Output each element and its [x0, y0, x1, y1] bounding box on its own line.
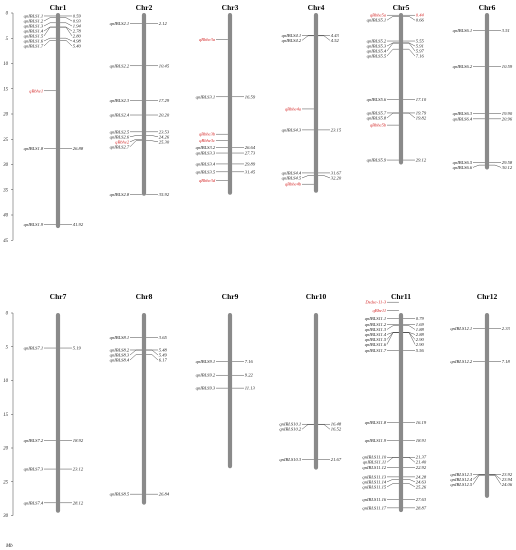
qtl-label: qBbhe3b: [198, 131, 216, 137]
gene-label: qnIBLS5.5: [366, 53, 387, 59]
gene-connector: [387, 457, 399, 462]
gene-label: qnIBLS11.3: [364, 326, 387, 332]
chromosome-bar: [142, 13, 146, 196]
gene-connector: [387, 113, 399, 118]
gene-label: qnIBLS11.13: [362, 474, 387, 480]
position-connector: [318, 425, 330, 430]
qtl-label: qBbhe1: [29, 88, 44, 94]
position-connector: [146, 350, 158, 355]
gene-label: qnIBLS11.7: [364, 348, 387, 354]
gene-label: qnIBLS6.2: [452, 63, 473, 69]
gene-position-label: 21.37: [415, 454, 427, 460]
gene-position-label: 23.53: [158, 129, 170, 135]
gene-position-label: 23.92: [501, 471, 513, 477]
chromosome-title: Chr5: [392, 3, 410, 12]
position-connector: [146, 136, 158, 137]
position-connector: [60, 40, 72, 46]
gene-position-label: 35.92: [158, 191, 170, 197]
qtl-label: qBbhe3a: [198, 36, 216, 42]
gene-connector: [44, 27, 56, 36]
gene-connector: [302, 176, 314, 178]
gene-label: qnIBLS5.2: [366, 38, 387, 44]
gene-connector: [302, 425, 314, 430]
gene-position-label: 31.45: [244, 169, 256, 175]
gene-position-label: 0.44: [415, 12, 424, 18]
gene-label: qnIBLS9.2: [195, 372, 216, 378]
gene-position-label: 23.15: [330, 127, 342, 133]
chromosome-bar: [142, 313, 146, 505]
gene-position-label: 0.93: [72, 18, 81, 24]
chromosome-chr11: [362, 292, 426, 512]
gene-position-label: 2.33: [501, 326, 510, 332]
gene-label: qnIBLS5.9: [366, 157, 387, 163]
gene-position-label: 24.06: [501, 481, 513, 487]
gene-position-label: 20.96: [501, 116, 513, 122]
axis-tick-label: 25: [3, 137, 8, 143]
position-connector: [403, 326, 415, 330]
gene-label: qnIBLS6.3: [452, 110, 473, 116]
gene-position-label: 5.55: [415, 38, 424, 44]
chromosome-bar: [314, 13, 318, 193]
gene-position-label: 10.59: [501, 63, 513, 69]
gene-label: qnIBLS10.1: [279, 421, 302, 427]
gene-position-label: 7.16: [244, 358, 253, 364]
chromosome-bar: [228, 13, 232, 195]
gene-connector: [130, 355, 142, 360]
axis-tick-label: 0: [5, 311, 8, 317]
gene-label: qnIBLS7.2: [23, 438, 44, 444]
gene-connector: [130, 139, 142, 142]
gene-label: qnIBLS3.4: [195, 161, 216, 167]
gene-position-label: 2.78: [72, 28, 81, 34]
gene-label: qnIBLS1.9: [23, 222, 44, 228]
chromosome-title: Chr4: [307, 3, 325, 12]
gene-label: qnIBLS3.3: [195, 150, 216, 156]
axis-tick-label: 20: [3, 446, 8, 452]
gene-position-label: 41.92: [72, 222, 84, 228]
position-connector: [60, 23, 72, 26]
axis-tick-label: 45: [3, 238, 8, 244]
gene-label: qnIBLS10.2: [279, 426, 302, 432]
gene-position-label: 26.84: [158, 491, 170, 497]
gene-position-label: 19.79: [415, 110, 427, 116]
gene-position-label: 25.30: [158, 139, 170, 145]
gene-position-label: 29.12: [415, 157, 427, 163]
chromosome-bar: [228, 313, 232, 468]
gene-label: qnIBLS4.2: [281, 37, 302, 43]
position-connector: [60, 18, 72, 21]
gene-position-label: 31.67: [330, 170, 342, 176]
axis-tick-label: 40: [3, 213, 8, 219]
gene-label: qnIBLS12.3: [450, 471, 473, 477]
gene-connector: [44, 18, 56, 21]
gene-label: qnIBLS8.5: [109, 491, 130, 497]
gene-connector: [387, 43, 399, 51]
position-connector: [403, 484, 415, 487]
gene-label: qnIBLS4.4: [281, 170, 302, 176]
panel-top: [3, 3, 513, 244]
chromosome-bar: [314, 313, 318, 470]
gene-label: qnIBLS11.16: [362, 497, 387, 503]
position-connector: [489, 165, 501, 167]
gene-label: qnIBLS11.2: [364, 321, 387, 327]
position-connector: [403, 113, 415, 118]
gene-position-label: 19.82: [415, 115, 427, 121]
gene-position-label: 23.94: [501, 476, 513, 482]
gene-label: qnIBLS11.9: [364, 438, 387, 444]
gene-connector: [387, 49, 399, 56]
gene-position-label: 5.97: [415, 48, 424, 54]
chromosome-title: Chr9: [221, 292, 239, 301]
gene-label: qnIBLS2.5: [109, 129, 130, 135]
chromosome-chr10: [279, 292, 341, 470]
gene-position-label: 26.88: [72, 146, 84, 152]
position-connector: [60, 27, 72, 36]
position-connector: [403, 457, 415, 462]
axis-tick-label: 15: [3, 87, 8, 93]
chromosome-bar: [485, 313, 489, 498]
gene-connector: [44, 23, 56, 26]
qtl-label: qBbhe4b: [284, 181, 302, 187]
gene-label: qnIBLS11.10: [362, 454, 387, 460]
gene-position-label: 18.91: [415, 438, 427, 444]
gene-connector: [44, 40, 56, 46]
gene-position-label: 3.51: [501, 28, 510, 34]
position-connector: [403, 43, 415, 51]
gene-label: qnIBLS2.4: [109, 112, 130, 118]
position-connector: [318, 36, 330, 41]
gene-label: qnIBLS1.5: [23, 33, 44, 39]
gene-position-label: 21.67: [330, 456, 342, 462]
qtl-label: qBbhe3c: [199, 137, 216, 143]
gene-position-label: 11.13: [244, 385, 255, 391]
gene-position-label: 2.88: [415, 331, 424, 337]
gene-label: qnIBLS2.6: [109, 134, 130, 140]
gene-label: qnIBLS11.8: [364, 419, 387, 425]
gene-position-label: 1.94: [72, 23, 81, 29]
gene-connector: [387, 479, 399, 482]
gene-label: qnIBLS8.3: [109, 352, 130, 358]
gene-position-label: 4.52: [330, 37, 339, 43]
gene-position-label: 28.87: [415, 505, 427, 511]
gene-connector: [130, 350, 142, 355]
gene-position-label: 23.12: [72, 466, 84, 472]
gene-position-label: 32.20: [330, 175, 342, 181]
gene-position-label: 29.58: [501, 159, 513, 165]
axis-tick-label: 5: [5, 345, 8, 351]
unit-label: Mb: [6, 544, 13, 549]
chromosome-bar: [399, 13, 403, 165]
gene-label: qnIBLS8.1: [109, 335, 130, 341]
gene-label: qnIBLS6.5: [452, 159, 473, 165]
gene-position-label: 0.59: [72, 13, 81, 19]
position-connector: [489, 475, 501, 484]
chromosome-title: Chr11: [390, 292, 412, 301]
gene-label: qnIBLS1.6: [23, 38, 44, 44]
gene-label: qnIBLS7.4: [23, 500, 44, 506]
gene-position-label: 16.48: [330, 421, 342, 427]
gene-position-label: 25.26: [415, 484, 427, 490]
gene-label: qnIBLS3.5: [195, 169, 216, 175]
gene-label: qnIBLS7.1: [23, 345, 44, 351]
chromosome-title: Chr7: [49, 292, 67, 301]
gene-position-label: 5.19: [72, 345, 81, 351]
gene-connector: [44, 27, 56, 31]
gene-label: qnIBLS5.1: [366, 17, 387, 23]
chromosome-title: Chr12: [476, 292, 498, 301]
gene-label: qnIBLS4.3: [281, 127, 302, 133]
gene-position-label: 5.48: [158, 347, 167, 353]
gene-label: qnIBLS9.1: [195, 358, 216, 364]
gene-position-label: 4.43: [330, 32, 339, 38]
position-connector: [403, 49, 415, 56]
gene-label: qnIBLS8.2: [109, 347, 130, 353]
gene-label: qnIBLS2.1: [109, 21, 130, 27]
qtl-label: qBbhe2: [115, 139, 130, 145]
gene-position-label: 3.65: [158, 335, 167, 341]
axis-tick-label: 10: [3, 62, 8, 68]
chromosome-title: Chr3: [221, 3, 239, 12]
axis-tick-label: 0: [5, 11, 8, 17]
gene-position-label: 0.79: [415, 315, 424, 321]
chromosome-chr2: [110, 3, 170, 197]
gene-label: qnIBLS6.6: [452, 164, 473, 170]
gene-label: qnIBLS2.3: [109, 97, 130, 103]
chromosome-chr7: [24, 292, 84, 513]
gene-label: qnIBLS6.4: [452, 116, 473, 122]
axis-tick-label: 25: [3, 480, 8, 486]
qtl-label: Dsdse-11-3: [365, 299, 387, 305]
chromosome-title: Chr1: [49, 3, 67, 12]
gene-label: qnIBLS3.2: [195, 145, 216, 151]
chromosome-chr8: [110, 292, 170, 505]
gene-label: qnIBLS5.8: [366, 115, 387, 121]
gene-position-label: 29.89: [244, 161, 256, 167]
chromosome-bar: [485, 13, 489, 170]
chromosome-chr3: [196, 3, 256, 195]
gene-position-label: 6.17: [158, 357, 167, 363]
gene-connector: [387, 484, 399, 487]
gene-label: qnIBLS11.5: [364, 336, 387, 342]
gene-position-label: 1.69: [415, 321, 424, 327]
gene-label: qnIBLS11.14: [362, 479, 387, 485]
gene-label: qnIBLS5.4: [366, 48, 387, 54]
position-connector: [146, 141, 158, 142]
gene-position-label: 9.22: [244, 372, 253, 378]
chromosome-title: Chr2: [135, 3, 153, 12]
gene-position-label: 27.73: [244, 150, 256, 156]
gene-connector: [387, 326, 399, 330]
gene-position-label: 16.52: [330, 426, 342, 432]
qtl-label: qBbhe4a: [284, 106, 302, 112]
chromosome-bar: [399, 313, 403, 512]
chromosome-chr4: [282, 3, 342, 193]
qtl-label: qBbhe5a: [369, 12, 387, 18]
gene-position-label: 20.20: [158, 112, 170, 118]
chromosome-bar: [56, 13, 60, 228]
gene-position-label: 16.19: [415, 419, 427, 425]
gene-label: qnIBLS1.1: [23, 13, 44, 19]
gene-position-label: 24.28: [415, 474, 427, 480]
gene-label: qnIBLS8.4: [109, 357, 130, 363]
gene-position-label: 21.40: [415, 459, 427, 465]
gene-label: qnIBLS11.15: [362, 484, 387, 490]
gene-label: qnIBLS1.3: [23, 23, 44, 29]
gene-position-label: 26.64: [244, 145, 256, 151]
gene-connector: [302, 36, 314, 41]
gene-label: qnIBLS6.1: [452, 28, 473, 34]
gene-position-label: 19.90: [501, 110, 513, 116]
gene-position-label: 2.90: [415, 336, 424, 342]
chromosome-title: Chr10: [305, 292, 327, 301]
gene-position-label: 17.29: [158, 97, 170, 103]
qtl-label: qBbe11: [372, 307, 387, 313]
gene-position-label: 5.91: [415, 43, 424, 49]
gene-label: qnIBLS7.3: [23, 466, 44, 472]
gene-position-label: 16.59: [244, 94, 256, 100]
axis-tick-label: 5: [5, 36, 8, 42]
axis-tick-label: 20: [3, 112, 8, 118]
gene-position-label: 30.12: [501, 164, 513, 170]
position-connector: [318, 176, 330, 178]
gene-position-label: 22.92: [415, 465, 427, 471]
chromosome-chr9: [196, 292, 256, 468]
gene-label: qnIBLS3.1: [195, 94, 216, 100]
gene-position-label: 2.90: [415, 341, 424, 347]
gene-label: qnIBLS12.4: [450, 476, 473, 482]
gene-position-label: 2.12: [158, 21, 167, 27]
gene-label: qnIBLS12.5: [450, 481, 473, 487]
gene-label: qnIBLS12.1: [450, 326, 473, 332]
gene-label: qnIBLS5.3: [366, 43, 387, 49]
position-connector: [403, 479, 415, 482]
gene-label: qnIBLS9.3: [195, 385, 216, 391]
gene-connector: [130, 141, 142, 147]
gene-position-label: 0.66: [415, 17, 424, 23]
gene-position-label: 24.63: [415, 479, 427, 485]
gene-label: qnIBLS12.2: [450, 358, 473, 364]
axis-tick-label: 30: [3, 514, 8, 520]
gene-connector: [473, 475, 485, 484]
gene-label: qnIBLS1.2: [23, 18, 44, 24]
gene-position-label: 18.92: [72, 438, 84, 444]
panel-bottom: [3, 292, 513, 519]
chromosome-chr5: [367, 3, 427, 165]
gene-position-label: 28.12: [72, 500, 84, 506]
gene-position-label: 7.18: [501, 358, 510, 364]
chromosome-chr6: [453, 3, 513, 170]
axis-tick-label: 10: [3, 379, 8, 385]
chromosome-chr12: [450, 292, 512, 498]
gene-position-label: 27.63: [415, 497, 427, 503]
gene-label: qnIBLS1.8: [23, 146, 44, 152]
chromosome-bar: [56, 313, 60, 513]
gene-label: qnIBLS11.12: [362, 465, 387, 471]
chromosome-chr1: [24, 3, 84, 228]
gene-label: qnIBLS11.11: [362, 459, 387, 465]
gene-label: qnIBLS11.1: [364, 315, 387, 321]
gene-label: qnIBLS4.5: [281, 175, 302, 181]
gene-connector: [387, 16, 399, 20]
gene-label: qnIBLS2.7: [109, 144, 130, 150]
chromosome-title: Chr8: [135, 292, 153, 301]
gene-label: qnIBLS5.6: [366, 96, 387, 102]
axis-tick-label: 35: [3, 188, 8, 194]
gene-position-label: 17.10: [415, 96, 427, 102]
gene-position-label: 24.26: [158, 134, 170, 140]
gene-position-label: 5.56: [415, 348, 424, 354]
gene-position-label: 2.80: [72, 33, 81, 39]
gene-label: qnIBLS2.2: [109, 63, 130, 69]
gene-label: qnIBLS10.3: [279, 456, 302, 462]
qtl-label: qBbhe3d: [198, 178, 216, 184]
gene-position-label: 5.49: [158, 352, 167, 358]
gene-position-label: 10.45: [158, 63, 170, 69]
position-connector: [60, 27, 72, 31]
gene-label: qnIBLS11.17: [362, 505, 387, 511]
position-connector: [403, 333, 415, 345]
gene-position-label: 5.40: [72, 43, 81, 49]
axis-tick-label: 15: [3, 412, 8, 418]
position-connector: [146, 355, 158, 360]
gene-label: qnIBLS1.4: [23, 28, 44, 34]
gene-connector: [130, 136, 142, 137]
gene-connector: [387, 333, 399, 345]
axis-tick-label: 30: [3, 163, 8, 169]
gene-position-label: 1.88: [415, 326, 424, 332]
gene-label: qnIBLS11.6: [364, 341, 387, 347]
gene-position-label: 4.98: [72, 38, 81, 44]
gene-position-label: 7.16: [415, 53, 424, 59]
gene-label: qnIBLS11.4: [364, 331, 387, 337]
gene-connector: [473, 165, 485, 167]
qtl-label: qBbhe5b: [369, 122, 387, 128]
chromosome-title: Chr6: [478, 3, 496, 12]
gene-label: qnIBLS5.7: [366, 110, 387, 116]
position-connector: [403, 16, 415, 20]
gene-label: qnIBLS1.7: [23, 43, 44, 49]
gene-label: qnIBLS2.8: [109, 191, 130, 197]
gene-label: qnIBLS4.1: [281, 32, 302, 38]
